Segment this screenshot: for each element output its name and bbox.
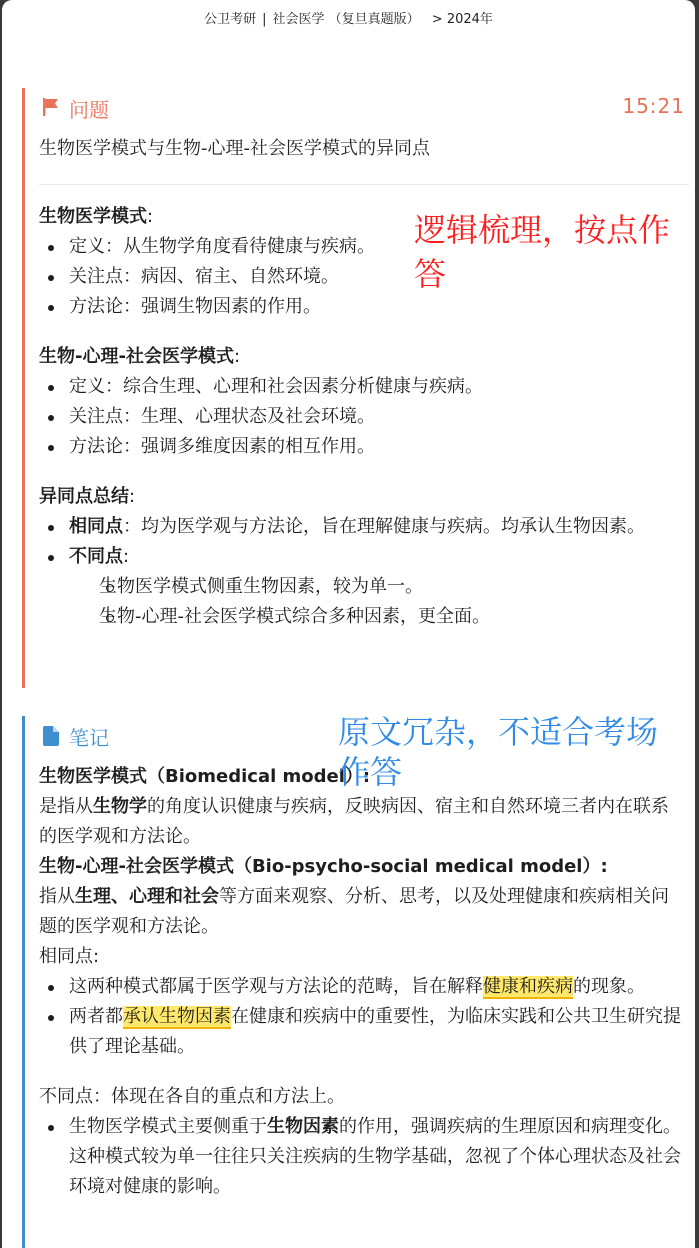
note-subheading: 不同点：体现在各自的重点和方法上。 [39, 1086, 345, 1107]
note-list [39, 1112, 683, 1202]
annotation-red: 逻辑梳理，按点作答 [414, 211, 671, 293]
note-term-heading: 生物医学模式（Biomedical model）: [39, 766, 371, 787]
notes-header [39, 722, 239, 750]
notes-label: 笔记 [69, 726, 109, 750]
question-timer: 15:21 [622, 94, 685, 118]
sub-list-item: 生物-心理-社会医学模式综合多种因素，更全面。 [69, 602, 683, 632]
section-list [39, 372, 683, 462]
question-text: 生物医学模式与生物-心理-社会医学模式的异同点 [39, 138, 430, 159]
section-heading: 生物-心理-社会医学模式: [39, 346, 241, 367]
breadcrumb-year[interactable]: 2024年 [446, 12, 493, 27]
highlight[interactable]: 承认生物因素 [123, 1006, 231, 1027]
list-item: 方法论：强调生物因素的作用。 [39, 292, 683, 322]
note-subheading: 相同点: [39, 946, 100, 967]
list-item: 关注点：病因、宿主、自然环境。 [39, 262, 683, 292]
document-icon [43, 726, 59, 746]
section-heading: 生物医学模式: [39, 206, 154, 227]
list-item: 方法论：强调多维度因素的相互作用。 [39, 432, 683, 462]
breadcrumb-arrow: > [431, 12, 443, 27]
flag-icon [43, 98, 59, 116]
section-heading: 异同点总结: [39, 486, 136, 507]
breadcrumb: 公卫考研 | 社会医学 （复旦真题版） > 2024年 [204, 12, 493, 27]
divider [39, 184, 689, 185]
notes-content [39, 762, 683, 1202]
question-header [39, 94, 689, 122]
app-frame [2, 0, 695, 1248]
list-item: 生物医学模式主要侧重于生物因素的作用，强调疾病的生理原因和病理变化。这种模式较为单一往往只关注疾病的生物学基础，忽视了个体心理状态及社会环境对健康的影响。 [39, 1112, 683, 1202]
list-item: 这两种模式都属于医学观与方法论的范畴，旨在解释健康和疾病的现象。 [39, 972, 683, 1002]
list-item: 两者都承认生物因素在健康和疾病中的重要性，为临床实践和公共卫生研究提供了理论基础。 [39, 1002, 683, 1062]
section-list [39, 512, 683, 632]
list-item: 关注点：生理、心理状态及社会环境。 [39, 402, 683, 432]
sub-list-item: 生物医学模式侧重生物因素，较为单一。 [69, 572, 683, 602]
highlight[interactable]: 健康和疾病 [483, 976, 573, 997]
sub-list [69, 572, 683, 632]
list-item: 定义：综合生理、心理和社会因素分析健康与疾病。 [39, 372, 683, 402]
list-item: 定义：从生物学角度看待健康与疾病。 [39, 232, 683, 262]
question-label: 问题 [69, 98, 109, 122]
breadcrumb-book[interactable]: 社会医学 （复旦真题版） [272, 12, 420, 27]
note-paragraph: 是指从生物学的角度认识健康与疾病，反映病因、宿主和自然环境三者内在联系的医学观和方法论。 [39, 796, 669, 847]
note-term-heading: 生物-心理-社会医学模式（Bio-psycho-social medical model）: [39, 856, 608, 877]
note-paragraph: 指从生理、心理和社会等方面来观察、分析、思考，以及处理健康和疾病相关问题的医学观和方法论。 [39, 886, 669, 937]
question-card [22, 88, 689, 688]
annotation-blue: 原文冗杂，不适合考场作答 [338, 713, 659, 791]
list-item: 相同点：均为医学观与方法论，旨在理解健康与疾病。均承认生物因素。 [39, 512, 683, 542]
notes-card [22, 716, 689, 1248]
list-item: 不同点: 生物医学模式侧重生物因素，较为单一。 生物-心理-社会医学模式综合多种因素，更全面。 [39, 542, 683, 632]
note-list [39, 972, 683, 1062]
breadcrumb-subject[interactable]: 公卫考研 [204, 12, 257, 27]
